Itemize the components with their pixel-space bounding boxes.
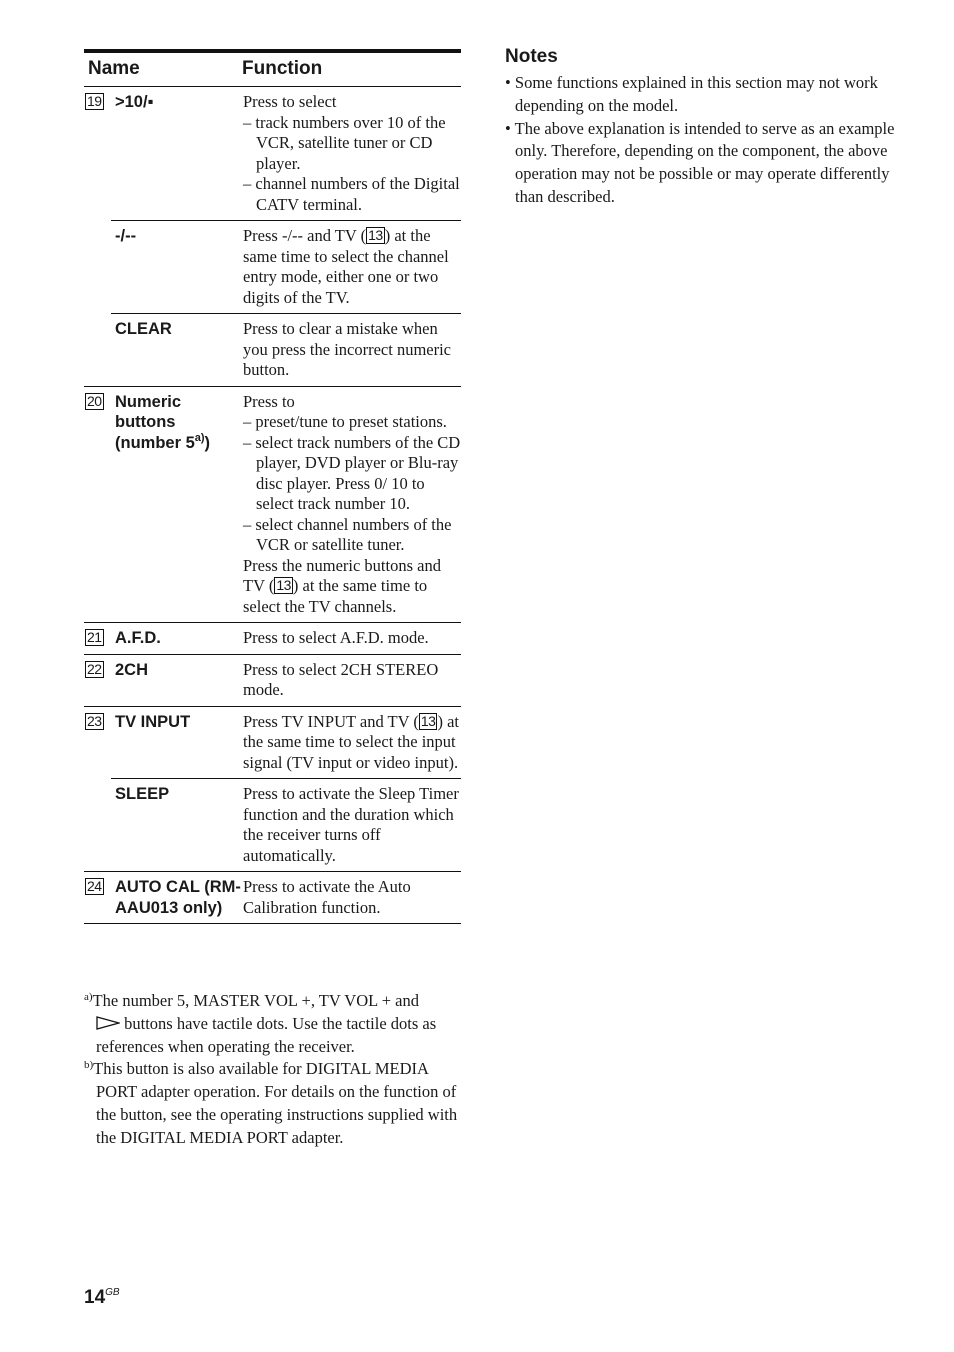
page-number: $14^{GB}$ [84, 1287, 120, 1308]
function-description: Press to activate the Auto Calibration function. [242, 872, 461, 924]
item-number-badge: 20 [87, 392, 102, 409]
play-triangle-icon [96, 1016, 120, 1030]
header-name: Name [84, 51, 242, 87]
list-item: • Some functions explained in this section may not work depending on the model. [505, 73, 878, 115]
table-row [84, 654, 461, 706]
function-description: Press TV INPUT and TV ( 13 ) at the same time to select the input signal (TV input or video input). [243, 711, 459, 772]
table-row [84, 872, 461, 924]
button-name: A.F.D. [111, 623, 242, 655]
button-name: 2CH [111, 654, 242, 706]
reference-badge: 13 [368, 227, 383, 243]
item-number-badge: 21 [87, 629, 102, 645]
table-header-row [84, 51, 461, 87]
table-row [84, 386, 461, 623]
function-description: Press to select – track numbers over 10 of the VCR, satellite tuner or CD player. – channel numbers of the Digital CATV terminal. [242, 87, 461, 221]
button-name: TV INPUT [115, 712, 191, 731]
function-description: Press to – preset/tune to preset stations. – select track numbers of the CD player, DVD player or Blu-ray disc player. Press 0/ 10 to select track number 10. – select channel numbers of the VCR or satellite tuner. Press the numeric buttons and TV ( 13 ) at the same time to select the TV channels. [242, 386, 461, 623]
list-item: – track numbers over 10 of the VCR, satellite tuner or CD player. [243, 112, 446, 173]
button-name: CLEAR [111, 314, 242, 387]
list-item: • The above explanation is intended to serve as an example only. Therefore, depending on the component, the above operation may not be possible or may operate differently than described. [505, 118, 895, 206]
function-description: Press to select 2CH STEREO mode. [242, 654, 461, 706]
notes-list [505, 72, 895, 209]
table-row [84, 779, 461, 872]
function-description: Press to select A.F.D. mode. [242, 623, 461, 655]
notes-section [505, 45, 895, 209]
button-name: AUTO CAL (RM-AAU013 only) [111, 872, 242, 924]
notes-title: Notes [505, 46, 558, 67]
footnote-b: $^{b)}$This button is also available for DIGITAL MEDIA PORT adapter operation. For details on the function of the button, see the operating instructions supplied with the DIGITAL MEDIA PORT adapter. [84, 1059, 458, 1147]
item-number-badge: 22 [87, 660, 102, 677]
table-row [84, 623, 461, 655]
function-description: Press -/-- and TV ( 13 ) at the same time to select the channel entry mode, either one or two digits of the TV. [242, 221, 461, 314]
list-item: – select channel numbers of the VCR or satellite tuner. [243, 514, 452, 554]
function-description: Press to clear a mistake when you press the incorrect numeric button. [242, 314, 461, 387]
item-number-badge: 19 [87, 93, 102, 109]
list-item: – channel numbers of the Digital CATV terminal. [243, 174, 460, 214]
function-description: Press to activate the Sleep Timer function and the duration which the receiver turns off automatically. [242, 779, 461, 872]
button-name: SLEEP [111, 779, 242, 872]
page-suffix: GB [105, 1287, 120, 1298]
button-name: >10/▪ [111, 87, 242, 221]
header-function: Function [242, 51, 461, 87]
list-item: – preset/tune to preset stations. [243, 412, 447, 431]
footnotes [84, 990, 461, 1150]
button-name: -/-- [111, 221, 242, 314]
table-row [84, 706, 461, 779]
table-row [84, 314, 461, 387]
reference-badge: 13 [276, 577, 291, 593]
button-name: Numeric buttons (number 5$^{a)}$) [111, 386, 242, 623]
table-row [84, 221, 461, 314]
item-number-badge: 24 [87, 878, 102, 894]
function-table [84, 49, 461, 924]
footnote-a: $^{a)}$The number 5, MASTER VOL +, TV VOL + and buttons have tactile dots. Use the tactile dots as references when operating the receiver. [84, 991, 437, 1056]
table-row [84, 87, 461, 221]
reference-badge: 13 [420, 712, 436, 729]
item-number-badge: 23 [87, 712, 102, 729]
list-item: – select track numbers of the CD player, DVD player or Blu-ray disc player. Press 0/ 10 to select track number 10. [243, 432, 461, 513]
